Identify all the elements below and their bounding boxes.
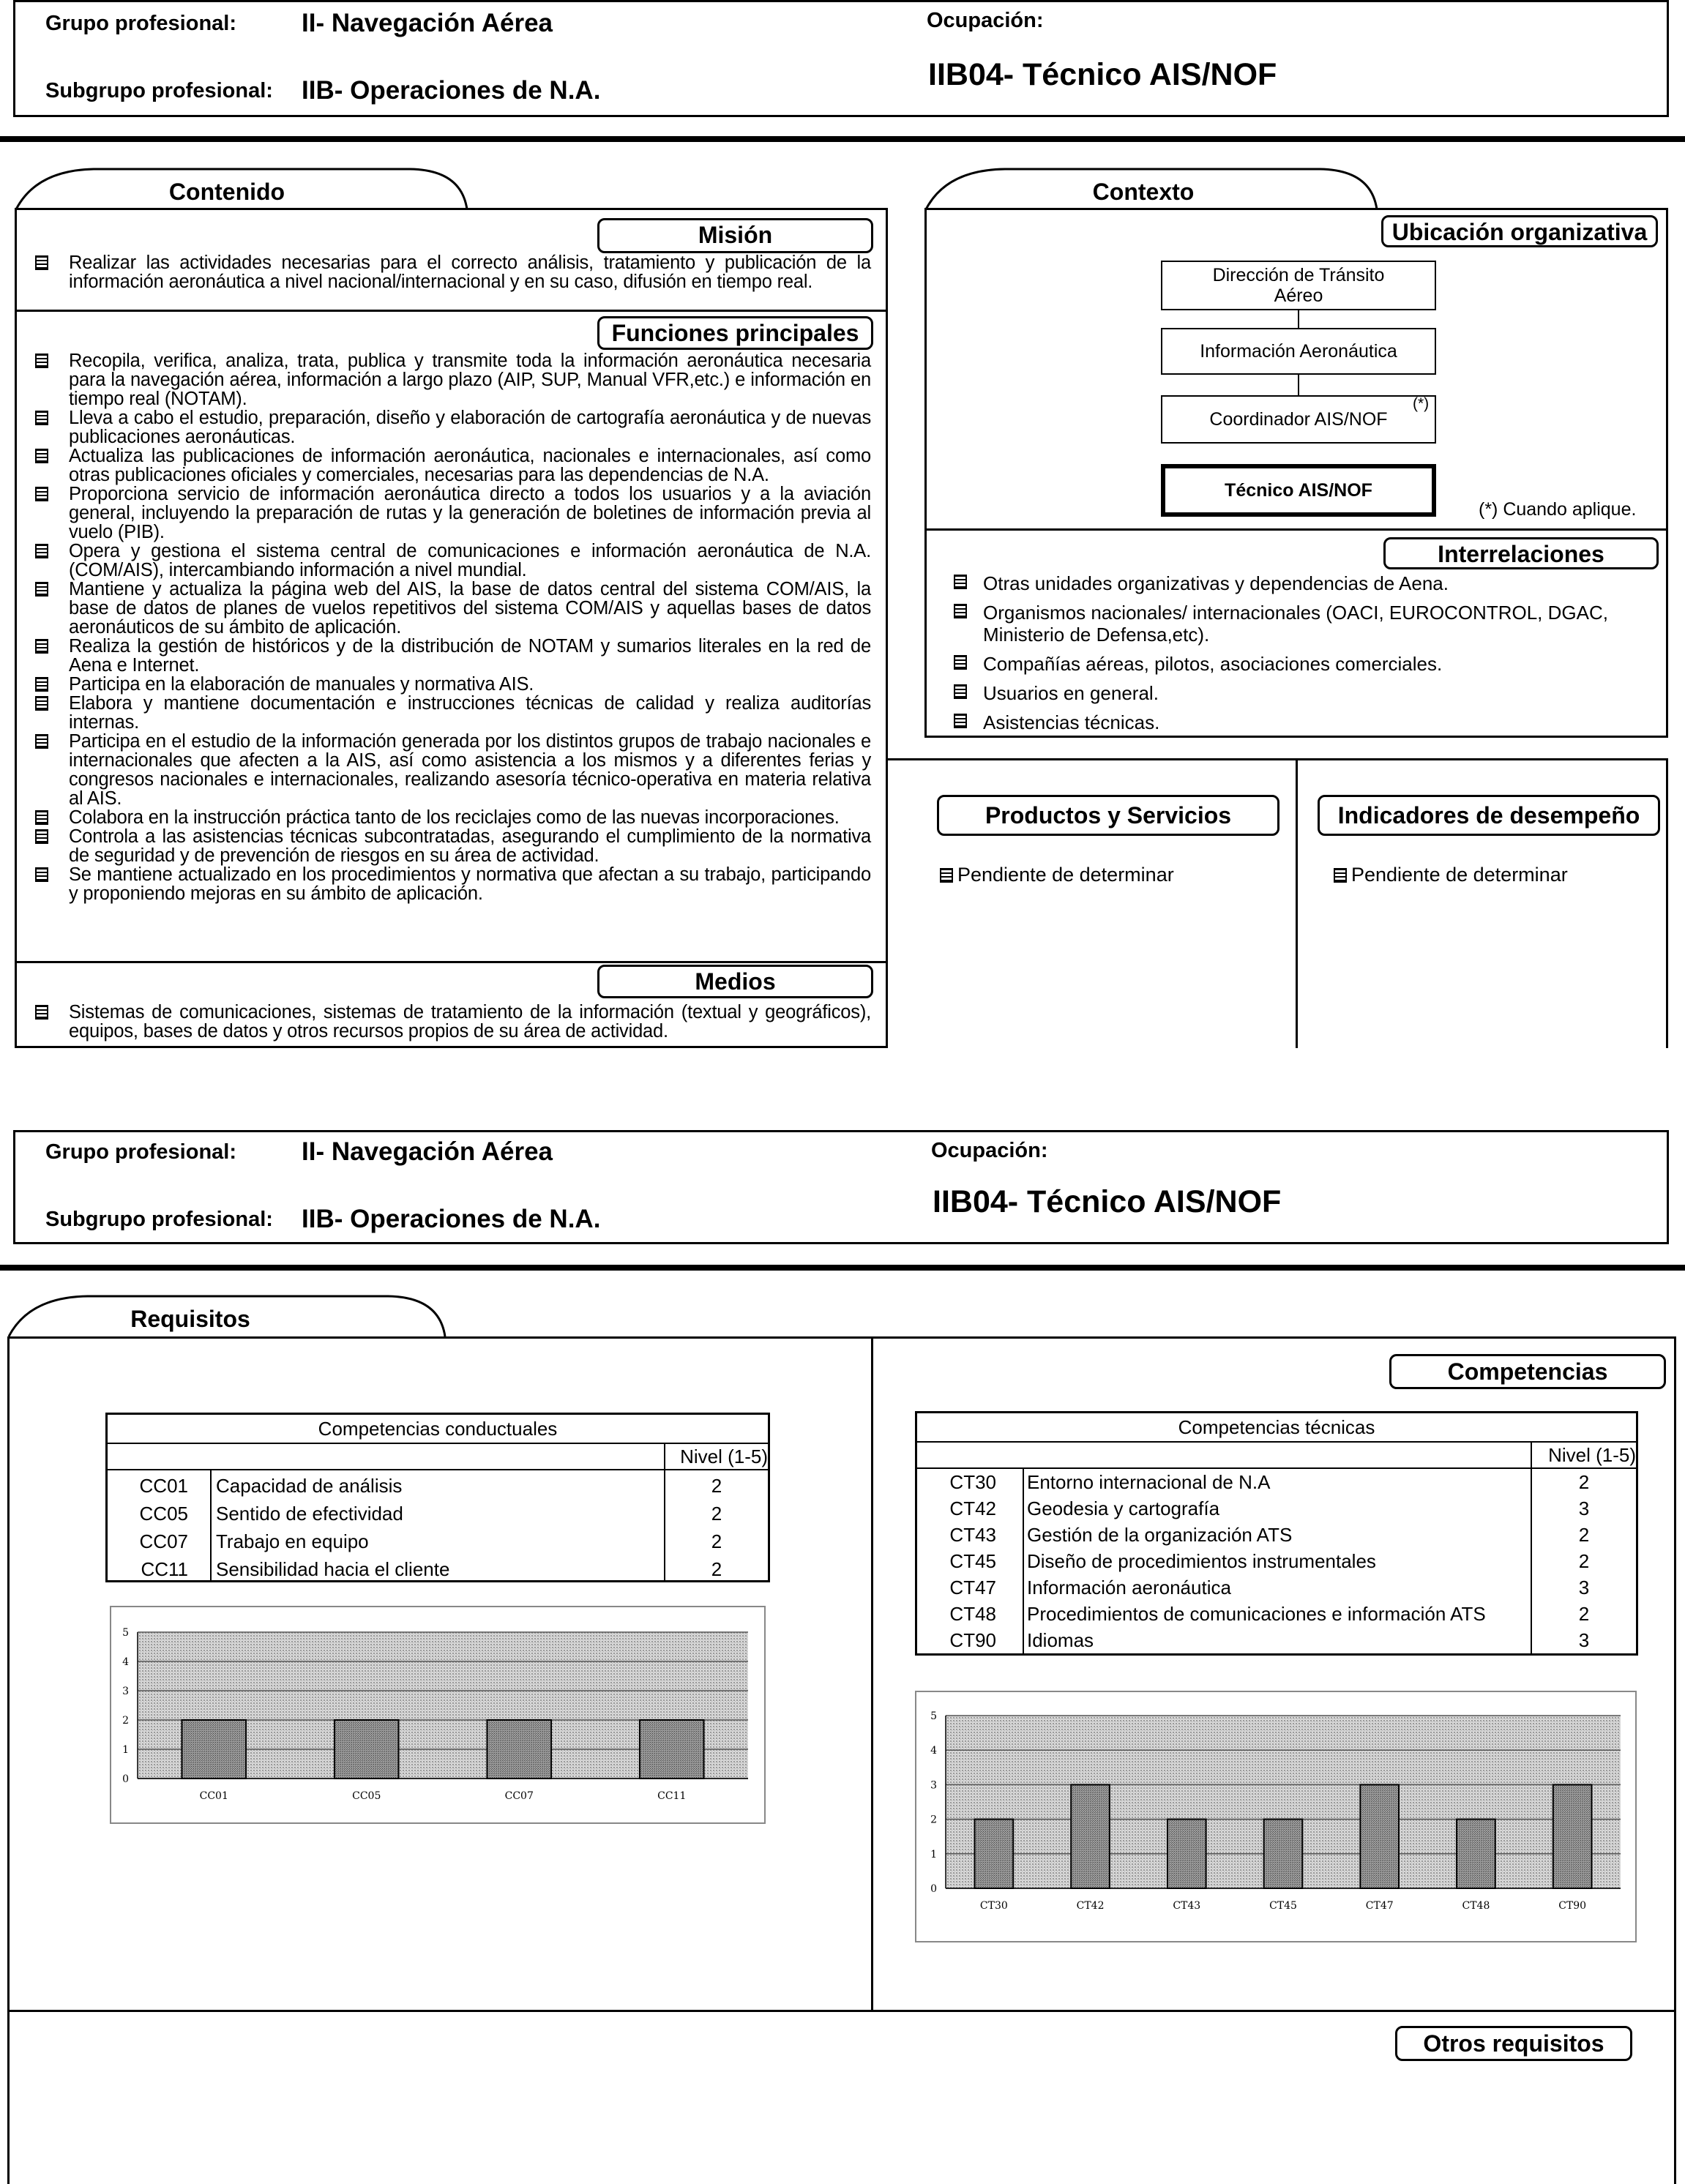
contexto-tab[interactable]: Contexto <box>1092 179 1195 205</box>
x-tick-label: CT90 <box>1558 1900 1587 1912</box>
bullet-icon <box>35 582 48 597</box>
conductuales-table <box>105 1413 770 1582</box>
grupo-label: Grupo profesional: <box>45 1140 236 1164</box>
bullet-icon <box>35 696 48 711</box>
x-tick-label: CT42 <box>1076 1900 1105 1912</box>
bullet-icon <box>35 1005 48 1020</box>
x-tick-label: CT30 <box>979 1900 1008 1912</box>
funcion-item: Recopila, verifica, analiza, trata, publica y transmite toda la información aeronáutica necesaria para la navegación aérea, información a largo plazo (AIP, SUP, Manual VFR,etc.) e información en tiempo real (NOTAM). <box>20 351 871 408</box>
funcion-item: Elabora y mantiene documentación e instrucciones técnicas de calidad y realiza auditorías internas. <box>20 694 871 732</box>
interrelaciones-title: Interrelaciones <box>1383 537 1659 569</box>
table-row <box>108 1555 768 1583</box>
y-tick-label: 0 <box>122 1773 129 1785</box>
bar-cc07 <box>487 1720 551 1779</box>
subgrupo-value: IIB- Operaciones de N.A. <box>302 76 601 105</box>
funcion-item: Actualiza las publicaciones de información aeronáutica, nacionales e internacionales, así como otras publicaciones oficiales y comerciales, necesarias para las dependencias de N.A. <box>20 446 871 485</box>
productos-title: Productos y Servicios <box>937 795 1279 836</box>
competency-code: CT30 <box>949 1471 996 1493</box>
x-tick-label: CT45 <box>1269 1900 1297 1912</box>
x-tick-label: CC01 <box>199 1790 228 1802</box>
funcion-item: Opera y gestiona el sistema central de comunicaciones e información aeronáutica de N.A. (COM/AIS), intercambiando información a nivel mundial. <box>20 542 871 580</box>
indicadores-item: Pendiente de determinar <box>1334 864 1568 886</box>
competency-code: CC11 <box>141 1558 188 1580</box>
competency-code: CC01 <box>139 1475 188 1497</box>
bullet-icon <box>35 544 48 558</box>
competency-code: CC05 <box>139 1503 188 1525</box>
competency-level: 2 <box>1578 1603 1590 1625</box>
x-tick-label: CC05 <box>352 1790 381 1802</box>
medios-item: Sistemas de comunicaciones, sistemas de tratamiento de la información (textual y geográficos), equipos, bases de datos y otros recursos propios de su área de actividad. <box>20 1003 871 1041</box>
competency-name: Idiomas <box>1027 1629 1094 1651</box>
medios-list <box>20 1003 871 1041</box>
competency-level: 2 <box>711 1558 722 1580</box>
divider <box>888 758 1668 760</box>
bar-ct90 <box>1553 1784 1592 1888</box>
table-row <box>917 1495 1636 1522</box>
competencias-title: Competencias <box>1389 1354 1666 1389</box>
competency-name: Gestión de la organización ATS <box>1027 1524 1293 1546</box>
y-tick-label: 4 <box>930 1745 937 1757</box>
bar-ct42 <box>1071 1784 1110 1888</box>
funciones-title: Funciones principales <box>597 316 873 350</box>
divider <box>108 1469 768 1470</box>
requisitos-tab[interactable]: Requisitos <box>130 1306 250 1332</box>
competency-code: CT45 <box>949 1550 996 1572</box>
bar-ct48 <box>1457 1820 1495 1888</box>
divider <box>15 310 888 312</box>
conductuales-title: Competencias conductuales <box>318 1418 558 1440</box>
ocupacion-value: IIB04- Técnico AIS/NOF <box>928 57 1277 92</box>
bar-cc11 <box>640 1720 704 1779</box>
competency-code: CT90 <box>949 1629 996 1651</box>
table-row <box>108 1500 768 1527</box>
bullet-icon <box>35 255 48 270</box>
x-tick-label: CT43 <box>1173 1900 1201 1912</box>
bullet-icon <box>954 684 967 699</box>
competency-name: Información aeronáutica <box>1027 1577 1231 1598</box>
org-box-tecnico: Técnico AIS/NOF <box>1161 464 1436 517</box>
competency-level: 2 <box>1578 1471 1590 1493</box>
tecnicas-table <box>915 1411 1638 1656</box>
divider <box>1666 758 1668 1048</box>
y-tick-label: 1 <box>122 1744 129 1756</box>
bullet-icon <box>940 868 953 883</box>
competency-level: 3 <box>1578 1629 1590 1651</box>
competency-code: CT47 <box>949 1577 996 1598</box>
bullet-icon <box>35 734 48 749</box>
interrelacion-item: Organismos nacionales/ internacionales (OACI, EUROCONTROL, DGAC, Ministerio de Defensa,etc). <box>924 602 1656 646</box>
grupo-value: II- Navegación Aérea <box>302 9 553 37</box>
subgrupo-label: Subgrupo profesional: <box>45 79 273 102</box>
table-row <box>917 1548 1636 1574</box>
competency-name: Sensibilidad hacia el cliente <box>216 1558 450 1580</box>
divider <box>7 2010 1676 2012</box>
y-tick-label: 3 <box>930 1779 937 1792</box>
y-tick-label: 4 <box>122 1656 129 1668</box>
competency-name: Sentido de efectividad <box>216 1503 403 1525</box>
indicadores-title: Indicadores de desempeño <box>1318 795 1660 836</box>
ocupacion-label: Ocupación: <box>931 1139 1048 1162</box>
funcion-item: Proporciona servicio de información aeronáutica directo a todos los usuarios y a la aviación general, incluyendo la preparación de rutas y la generación de boletines de información previa al vuelo (PIB). <box>20 485 871 542</box>
funcion-item: Controla a las asistencias técnicas subcontratadas, asegurando el cumplimiento de la normativa de seguridad y de prevención de riesgos en su área de actividad. <box>20 827 871 865</box>
interrelacion-item: Usuarios en general. <box>924 682 1656 704</box>
conductuales-chart <box>110 1606 766 1824</box>
bullet-icon <box>35 449 48 463</box>
table-row <box>917 1574 1636 1601</box>
funciones-list <box>20 351 871 903</box>
competency-name: Geodesia y cartografía <box>1027 1497 1220 1519</box>
otros-requisitos-title: Otros requisitos <box>1395 2026 1632 2061</box>
interrelacion-item: Asistencias técnicas. <box>924 711 1656 733</box>
divider <box>871 1336 873 2011</box>
bullet-icon <box>954 604 967 618</box>
divider <box>108 1443 768 1444</box>
conductuales-nivel-header: Nivel (1-5) <box>680 1446 768 1467</box>
mision-item: Realizar las actividades necesarias para el correcto análisis, tratamiento y publicación de la información aeronáutica a nivel nacional/internacional y en su caso, difusión en tiempo real. <box>20 253 871 291</box>
competency-name: Procedimientos de comunicaciones e información ATS <box>1027 1603 1486 1625</box>
divider <box>1531 1441 1532 1467</box>
table-row <box>917 1601 1636 1627</box>
y-tick-label: 2 <box>122 1715 129 1727</box>
section-divider <box>0 1265 1685 1271</box>
y-tick-label: 5 <box>930 1710 937 1722</box>
org-note: (*) Cuando aplique. <box>1479 499 1637 520</box>
bullet-icon <box>35 487 48 501</box>
competency-name: Entorno internacional de N.A <box>1027 1471 1271 1493</box>
funcion-item: Lleva a cabo el estudio, preparación, diseño y elaboración de cartografía aeronáutica y de nuevas publicaciones aeronáuticas. <box>20 408 871 446</box>
funcion-item: Participa en el estudio de la información generada por los distintos grupos de trabajo nacionales e internacionales que afecten a la AIS, así como asistencia a los mismos y a diferentes ferias y congresos nacionales e internacionales, realizando asesoría técnico-operativa en materia relativa al AIS. <box>20 732 871 808</box>
productos-item: Pendiente de determinar <box>940 864 1174 886</box>
y-tick-label: 1 <box>930 1848 937 1860</box>
interrelacion-item: Otras unidades organizativas y dependencias de Aena. <box>924 572 1656 594</box>
divider <box>1296 758 1298 1048</box>
bullet-icon <box>954 655 967 670</box>
bullet-icon <box>35 411 48 425</box>
subgrupo-label: Subgrupo profesional: <box>45 1208 273 1231</box>
funcion-item: Se mantiene actualizado en los procedimientos y normativa que afectan a su trabajo, participando y proponiendo mejoras en su ámbito de aplicación. <box>20 865 871 903</box>
bullet-icon <box>35 829 48 844</box>
bullet-icon <box>954 575 967 589</box>
bullet-icon <box>35 867 48 882</box>
competency-level: 2 <box>711 1503 722 1525</box>
org-box-direccion: Dirección de Tránsito Aéreo <box>1161 261 1436 310</box>
table-row <box>108 1472 768 1500</box>
ocupacion-label: Ocupación: <box>927 9 1044 32</box>
contenido-tab[interactable]: Contenido <box>168 179 285 205</box>
divider <box>917 1441 1636 1443</box>
bullet-icon <box>35 677 48 692</box>
competency-level: 2 <box>1578 1524 1590 1546</box>
bar-cc05 <box>335 1720 399 1779</box>
org-box-coordinador: Coordinador AIS/NOF <box>1161 395 1436 444</box>
tecnicas-nivel-header: Nivel (1-5) <box>1548 1444 1636 1466</box>
x-tick-label: CT47 <box>1365 1900 1394 1912</box>
divider <box>664 1443 665 1469</box>
competency-code: CT42 <box>949 1497 996 1519</box>
competency-name: Trabajo en equipo <box>216 1530 369 1552</box>
org-mark: (*) <box>1413 395 1430 412</box>
tecnicas-title: Competencias técnicas <box>1178 1416 1375 1438</box>
interrelacion-item: Compañías aéreas, pilotos, asociaciones comerciales. <box>924 653 1656 675</box>
competency-name: Capacidad de análisis <box>216 1475 403 1497</box>
org-box-informacion: Información Aeronáutica <box>1161 328 1436 375</box>
bar-ct45 <box>1264 1820 1303 1888</box>
mision-list <box>20 253 871 291</box>
ubicacion-title: Ubicación organizativa <box>1381 215 1658 247</box>
section-divider <box>0 136 1685 142</box>
competency-level: 2 <box>1578 1550 1590 1572</box>
x-tick-label: CT48 <box>1462 1900 1490 1912</box>
divider <box>924 528 1668 531</box>
grupo-label: Grupo profesional: <box>45 12 236 35</box>
grupo-value: II- Navegación Aérea <box>302 1137 553 1166</box>
competency-code: CT43 <box>949 1524 996 1546</box>
funcion-item: Colabora en la instrucción práctica tanto de los reciclajes como de las nuevas incorporaciones. <box>20 808 871 827</box>
bullet-icon <box>35 639 48 654</box>
medios-title: Medios <box>597 965 873 998</box>
competency-level: 3 <box>1578 1577 1590 1598</box>
mision-title: Misión <box>597 218 873 253</box>
bullet-icon <box>35 354 48 368</box>
y-tick-label: 2 <box>930 1814 937 1826</box>
bar-ct47 <box>1360 1784 1399 1888</box>
funcion-item: Mantiene y actualiza la página web del AIS, la base de datos central del sistema COM/AIS, la base de datos de planes de vuelos repetitivos del sistema COM/AIS y aquellas bases de datos aeronáuticos de su ámbito de aplicación. <box>20 580 871 637</box>
competency-code: CC07 <box>139 1530 188 1552</box>
competency-level: 2 <box>711 1475 722 1497</box>
x-tick-label: CC07 <box>504 1790 534 1802</box>
table-row <box>917 1469 1636 1495</box>
divider <box>15 961 888 963</box>
funcion-item: Realiza la gestión de históricos y de la distribución de NOTAM y sumarios literales en la red de Aena e Internet. <box>20 637 871 675</box>
y-tick-label: 3 <box>122 1686 129 1697</box>
table-row <box>917 1627 1636 1653</box>
x-tick-label: CC11 <box>657 1790 687 1802</box>
interrelaciones-list <box>924 572 1656 741</box>
bullet-icon <box>35 810 48 825</box>
competency-level: 3 <box>1578 1497 1590 1519</box>
bar-ct30 <box>975 1820 1014 1888</box>
subgrupo-value: IIB- Operaciones de N.A. <box>302 1205 601 1233</box>
y-tick-label: 5 <box>122 1627 129 1639</box>
bar-ct43 <box>1167 1820 1206 1888</box>
table-row <box>108 1527 768 1555</box>
competency-level: 2 <box>711 1530 722 1552</box>
y-tick-label: 0 <box>930 1883 937 1895</box>
ocupacion-value: IIB04- Técnico AIS/NOF <box>933 1184 1282 1219</box>
bullet-icon <box>954 714 967 728</box>
bar-cc01 <box>182 1720 246 1779</box>
bullet-icon <box>1334 868 1347 883</box>
competency-name: Diseño de procedimientos instrumentales <box>1027 1550 1376 1572</box>
tecnicas-chart <box>915 1691 1637 1942</box>
competency-code: CT48 <box>949 1603 996 1625</box>
funcion-item: Participa en la elaboración de manuales y normativa AIS. <box>20 675 871 694</box>
table-row <box>917 1522 1636 1548</box>
